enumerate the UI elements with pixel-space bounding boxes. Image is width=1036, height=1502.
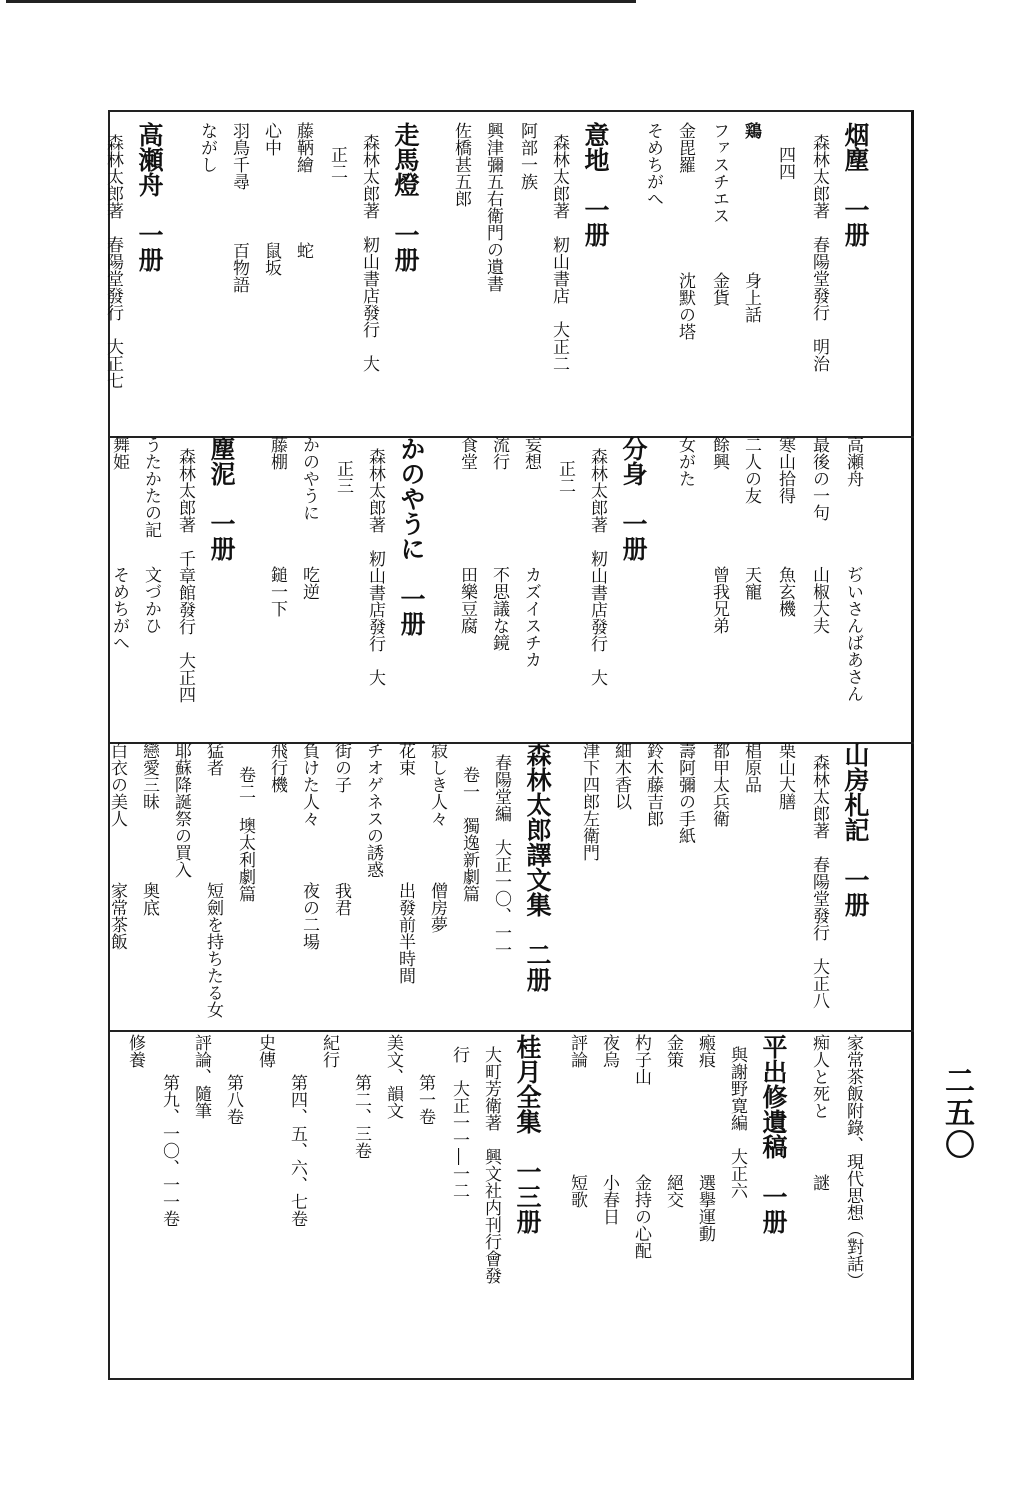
page-number: 二五〇	[939, 1065, 974, 1161]
catalog-entry: 春陽堂編 大正一〇、一一	[491, 754, 511, 958]
catalog-entry: 家常茶飯	[107, 882, 127, 950]
catalog-entry: 夜の二場	[299, 882, 319, 950]
catalog-entry: 四四	[775, 146, 795, 180]
catalog-entry: 流行	[489, 436, 509, 470]
catalog-entry: 田樂豆腐	[457, 566, 477, 634]
catalog-band-1	[103, 122, 908, 430]
catalog-entry: 負けた人々	[299, 742, 319, 827]
catalog-entry: 文づかひ	[141, 566, 161, 634]
catalog-entry: 短劍を持ちたる女	[203, 882, 223, 1018]
book-title: 烟塵 一册	[841, 122, 870, 247]
catalog-entry: 津下四郎左衛門	[579, 742, 599, 861]
catalog-entry: 羽鳥千尋	[229, 122, 249, 190]
book-title: 高瀬舟 一册	[135, 122, 164, 272]
catalog-entry: 鼠坂	[261, 242, 281, 276]
catalog-entry: 行 大正一一―一二	[449, 1046, 469, 1199]
top-rule	[6, 0, 636, 3]
catalog-entry: 細木香以	[611, 742, 631, 810]
catalog-entry: ながし	[197, 122, 217, 173]
catalog-entry: 二人の友	[741, 436, 761, 504]
catalog-entry: 鈴木藤吉郎	[643, 742, 663, 827]
catalog-entry: 與謝野寛編 大正六	[727, 1046, 747, 1199]
catalog-entry: 森林太郎著 籾山書店發行 大	[365, 448, 385, 686]
book-title: かのやうに 一册	[397, 436, 426, 636]
catalog-entry: 金策	[663, 1034, 683, 1068]
catalog-entry: 森林太郎著 籾山書店發行 大	[587, 448, 607, 686]
catalog-entry: 吃逆	[299, 566, 319, 600]
catalog-entry: 山椒大夫	[809, 566, 829, 634]
catalog-entry: 藤鞆繪	[293, 122, 313, 173]
catalog-entry: 第一卷	[415, 1074, 435, 1125]
catalog-entry: ファスチエス	[709, 122, 729, 224]
catalog-entry: 第八卷	[223, 1074, 243, 1125]
catalog-entry: 舞姫	[109, 436, 129, 470]
catalog-entry: 我君	[331, 882, 351, 916]
catalog-entry: 謎	[809, 1174, 829, 1191]
catalog-entry: かのやうに	[299, 436, 319, 521]
book-title: 走馬燈 一册	[391, 122, 420, 272]
catalog-entry: 魚玄機	[775, 566, 795, 617]
catalog-entry: 鎚一下	[267, 566, 287, 617]
catalog-entry: そめちがへ	[109, 566, 129, 651]
catalog-entry: 卷二 墺太利劇篇	[235, 766, 255, 902]
catalog-entry: 曾我兄弟	[709, 566, 729, 634]
catalog-entry: 藤棚	[267, 436, 287, 470]
catalog-entry: 美文、韻文	[383, 1034, 403, 1119]
catalog-entry: 史傳	[255, 1034, 275, 1068]
catalog-entry: 壽阿彌の手紙	[675, 742, 695, 844]
catalog-entry: 第二、三卷	[351, 1074, 371, 1159]
catalog-entry: 森林太郎著 千章館發行 大正四	[175, 448, 195, 703]
book-title: 山房札記 一册	[841, 742, 870, 917]
catalog-entry: 高瀬舟	[843, 436, 863, 487]
catalog-entry: 森林太郎著 籾山書店發行 大	[359, 134, 379, 372]
catalog-entry: 蛇	[293, 242, 313, 259]
catalog-entry: 短歌	[567, 1174, 587, 1208]
catalog-entry: 僧房夢	[427, 882, 447, 933]
catalog-entry: 女がた	[675, 436, 695, 487]
catalog-entry: 正二	[327, 146, 347, 180]
catalog-entry: チオゲネスの誘惑	[363, 742, 383, 878]
catalog-entry: 金毘羅	[675, 122, 695, 173]
catalog-entry: 奥底	[139, 882, 159, 916]
catalog-entry: 痴人と死と	[809, 1034, 829, 1119]
catalog-entry: 大町芳衛著 興文社内刊行會發	[481, 1046, 501, 1284]
catalog-entry: 寂しき人々	[427, 742, 447, 827]
catalog-entry: 第四、五、六、七卷	[287, 1074, 307, 1227]
catalog-entry: 卷一 獨逸新劇篇	[459, 766, 479, 902]
catalog-entry: 椙原品	[741, 742, 761, 793]
catalog-entry: カズイスチカ	[521, 566, 541, 668]
catalog-entry: 金貨	[709, 272, 729, 306]
catalog-entry: 正二	[555, 460, 575, 494]
catalog-entry: 森林太郎著 春陽堂發行 大正八	[809, 754, 829, 1009]
catalog-entry: 戀愛三昧	[139, 742, 159, 810]
catalog-entry: 森林太郎著 春陽堂發行 明治	[809, 134, 829, 372]
catalog-entry: 絕交	[663, 1174, 683, 1208]
catalog-entry: 森林太郎著 春陽堂發行 大正七	[103, 134, 123, 389]
catalog-entry: 食堂	[457, 436, 477, 470]
catalog-entry: 都甲太兵衛	[709, 742, 729, 827]
catalog-entry: 評論	[567, 1034, 587, 1068]
book-title: 平出修遺稿 一册	[759, 1034, 788, 1234]
book-title: 森林太郎譯文集 二册	[523, 742, 552, 992]
catalog-entry: 瘢痕	[695, 1034, 715, 1068]
catalog-band-4	[116, 1034, 908, 1370]
catalog-entry: 家常茶飯附錄、現代思想（對話）	[843, 1034, 863, 1289]
catalog-entry: 夜烏	[599, 1034, 619, 1068]
catalog-entry: 鶏	[741, 122, 761, 139]
catalog-entry: 心中	[261, 122, 281, 156]
band-divider-3	[108, 1030, 914, 1032]
book-title: 塵泥 一册	[207, 436, 236, 561]
catalog-entry: 修養	[125, 1034, 145, 1068]
catalog-entry: 妄想	[521, 436, 541, 470]
book-title: 桂月全集 一三册	[513, 1034, 542, 1234]
catalog-entry: 第九、一〇、一一卷	[159, 1074, 179, 1227]
catalog-entry: 阿部一族	[517, 122, 537, 190]
catalog-entry: 小春日	[599, 1174, 619, 1225]
catalog-entry: 選擧運動	[695, 1174, 715, 1242]
catalog-entry: 森林太郎著 籾山書店 大正二	[549, 134, 569, 372]
catalog-entry: 花束	[395, 742, 415, 776]
catalog-entry: 佐橋甚五郎	[451, 122, 471, 207]
catalog-entry: 白衣の美人	[107, 742, 127, 827]
catalog-entry: 沈默の塔	[675, 272, 695, 340]
catalog-entry: 金持の心配	[631, 1174, 651, 1259]
book-title: 分身 一册	[619, 436, 648, 561]
book-title: 意地 一册	[581, 122, 610, 247]
catalog-entry: 栗山大膳	[775, 742, 795, 810]
catalog-entry: 天寵	[741, 566, 761, 600]
catalog-entry: 評論、隨筆	[191, 1034, 211, 1119]
catalog-entry: 猛者	[203, 742, 223, 776]
catalog-band-3	[107, 742, 908, 1026]
catalog-entry: 杓子山	[631, 1034, 651, 1085]
catalog-entry: 興津彌五右衛門の遺書	[483, 122, 503, 292]
catalog-entry: 耶蘇降誕祭の買入	[171, 742, 191, 878]
catalog-entry: 出發前半時間	[395, 882, 415, 984]
catalog-entry: 餘興	[709, 436, 729, 470]
catalog-entry: 百物語	[229, 242, 249, 293]
catalog-entry: ぢいさんばあさん	[843, 566, 863, 702]
catalog-entry: 紀行	[319, 1034, 339, 1068]
catalog-entry: 身上話	[741, 272, 761, 323]
catalog-entry: そめちがへ	[643, 122, 663, 207]
catalog-entry: 最後の一句	[809, 436, 829, 521]
catalog-band-2	[109, 436, 908, 738]
catalog-entry: 不思議な鏡	[489, 566, 509, 651]
catalog-entry: 寒山拾得	[775, 436, 795, 504]
catalog-entry: 正三	[333, 460, 353, 494]
catalog-entry: うたかたの記	[141, 436, 161, 538]
catalog-entry: 飛行機	[267, 742, 287, 793]
catalog-entry: 街の子	[331, 742, 351, 793]
